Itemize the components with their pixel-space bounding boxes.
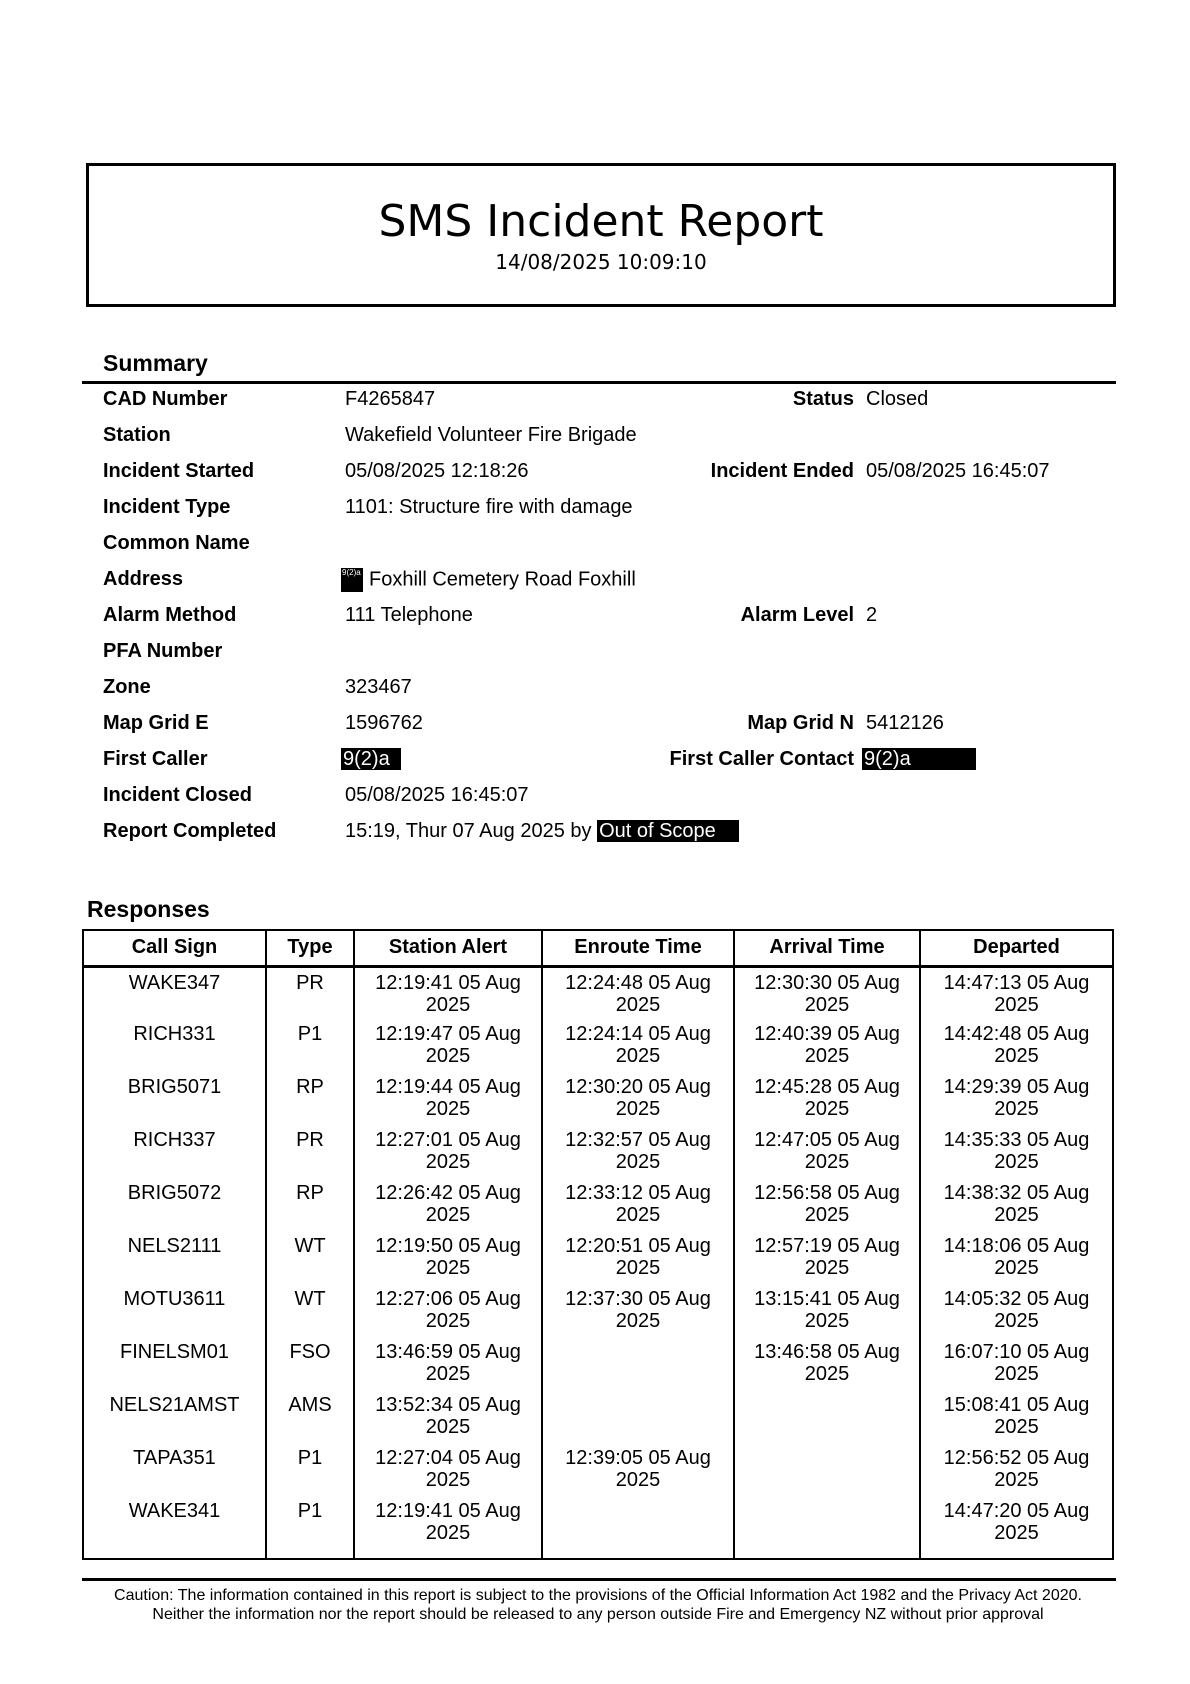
- table-row: [83, 1500, 1113, 1559]
- cell-call-sign: BRIG5071: [83, 1076, 266, 1129]
- cell-type: P1: [266, 1023, 354, 1076]
- table-row: [83, 966, 1113, 1023]
- first-caller-redaction: 9(2)a: [341, 748, 401, 770]
- cell-enroute: [542, 1500, 734, 1559]
- responses-table: [82, 929, 1114, 1560]
- status-label: Status: [792, 388, 854, 410]
- summary-row-common-name: [0, 532, 1190, 568]
- cell-type: P1: [266, 1447, 354, 1500]
- cell-enroute: [542, 1341, 734, 1394]
- alarm-level-value: 2: [866, 604, 878, 626]
- cell-type: RP: [266, 1182, 354, 1235]
- cell-call-sign: RICH331: [83, 1023, 266, 1076]
- cell-enroute: 12:33:12 05 Aug 2025: [542, 1182, 734, 1235]
- table-row: [83, 1288, 1113, 1341]
- summary-row-alarm: [0, 604, 1190, 640]
- table-header-row: [83, 930, 1113, 966]
- cell-arrival: [734, 1500, 920, 1559]
- incident-type-label: Incident Type: [103, 496, 231, 518]
- cell-station-alert: 12:19:41 05 Aug 2025: [354, 966, 542, 1023]
- cell-departed: 15:08:41 05 Aug 2025: [920, 1394, 1113, 1447]
- cell-departed: 14:38:32 05 Aug 2025: [920, 1182, 1113, 1235]
- alarm-method-label: Alarm Method: [103, 604, 237, 626]
- caution-footer: [82, 1586, 1114, 1624]
- cell-station-alert: 12:19:44 05 Aug 2025: [354, 1076, 542, 1129]
- cell-arrival: 12:57:19 05 Aug 2025: [734, 1235, 920, 1288]
- cell-station-alert: 13:52:34 05 Aug 2025: [354, 1394, 542, 1447]
- summary-row-report-completed: [0, 820, 1190, 856]
- cell-station-alert: 12:27:06 05 Aug 2025: [354, 1288, 542, 1341]
- cell-station-alert: 12:26:42 05 Aug 2025: [354, 1182, 542, 1235]
- report-completed-value-wrap: [345, 820, 739, 843]
- address-redaction: 9(2)a: [341, 568, 363, 592]
- cell-type: WT: [266, 1288, 354, 1341]
- cell-departed: 12:56:52 05 Aug 2025: [920, 1447, 1113, 1500]
- cell-arrival: 12:56:58 05 Aug 2025: [734, 1182, 920, 1235]
- cell-departed: 14:47:13 05 Aug 2025: [920, 966, 1113, 1023]
- cell-call-sign: NELS21AMST: [83, 1394, 266, 1447]
- alarm-level-label: Alarm Level: [740, 604, 854, 626]
- first-caller-contact-label: First Caller Contact: [669, 748, 854, 770]
- cell-type: P1: [266, 1500, 354, 1559]
- cell-enroute: 12:32:57 05 Aug 2025: [542, 1129, 734, 1182]
- station-label: Station: [103, 424, 171, 446]
- incident-closed-value: 05/08/2025 16:45:07: [345, 784, 529, 806]
- column-header-type: Type: [266, 930, 354, 966]
- summary-row-incident-type: [0, 496, 1190, 532]
- table-row: [83, 1129, 1113, 1182]
- cell-arrival: 12:47:05 05 Aug 2025: [734, 1129, 920, 1182]
- cell-enroute: [542, 1394, 734, 1447]
- table-row: [83, 1341, 1113, 1394]
- cell-arrival: 12:40:39 05 Aug 2025: [734, 1023, 920, 1076]
- summary-heading: Summary: [103, 350, 208, 376]
- address-value: Foxhill Cemetery Road Foxhill: [369, 568, 636, 591]
- caution-line-2: Neither the information nor the report should be released to any person outside Fire and Emergency NZ without prior approval: [152, 1606, 1044, 1623]
- station-value: Wakefield Volunteer Fire Brigade: [345, 424, 637, 446]
- report-completed-label: Report Completed: [103, 820, 277, 842]
- first-caller-label: First Caller: [103, 748, 208, 770]
- table-row: [83, 1394, 1113, 1447]
- cad-number-label: CAD Number: [103, 388, 228, 410]
- address-label: Address: [103, 568, 184, 590]
- zone-value: 323467: [345, 676, 412, 698]
- column-header-enroute-time: Enroute Time: [542, 930, 734, 966]
- pfa-number-label: PFA Number: [103, 640, 223, 662]
- cell-departed: 16:07:10 05 Aug 2025: [920, 1341, 1113, 1394]
- cell-call-sign: FINELSM01: [83, 1341, 266, 1394]
- column-header-call-sign: Call Sign: [83, 930, 266, 966]
- cell-arrival: 12:30:30 05 Aug 2025: [734, 966, 920, 1023]
- cell-call-sign: BRIG5072: [83, 1182, 266, 1235]
- report-title-box: [86, 163, 1116, 307]
- cell-departed: 14:05:32 05 Aug 2025: [920, 1288, 1113, 1341]
- cell-station-alert: 12:19:47 05 Aug 2025: [354, 1023, 542, 1076]
- cell-departed: 14:18:06 05 Aug 2025: [920, 1235, 1113, 1288]
- map-grid-e-value: 1596762: [345, 712, 423, 734]
- summary-row-pfa: [0, 640, 1190, 676]
- cell-type: FSO: [266, 1341, 354, 1394]
- map-grid-n-label: Map Grid N: [747, 712, 854, 734]
- table-row: [83, 1023, 1113, 1076]
- report-completed-redaction: Out of Scope: [597, 820, 739, 842]
- incident-started-value: 05/08/2025 12:18:26: [345, 460, 529, 482]
- summary-row-address: [0, 568, 1190, 604]
- cell-enroute: 12:20:51 05 Aug 2025: [542, 1235, 734, 1288]
- table-row: [83, 1235, 1113, 1288]
- cell-call-sign: TAPA351: [83, 1447, 266, 1500]
- cell-station-alert: 13:46:59 05 Aug 2025: [354, 1341, 542, 1394]
- cell-station-alert: 12:19:41 05 Aug 2025: [354, 1500, 542, 1559]
- cell-station-alert: 12:27:01 05 Aug 2025: [354, 1129, 542, 1182]
- table-row: [83, 1182, 1113, 1235]
- summary-row-incident-closed: [0, 784, 1190, 820]
- report-title: SMS Incident Report: [378, 196, 824, 247]
- incident-ended-label: Incident Ended: [710, 460, 854, 482]
- first-caller-contact-value-wrap: [862, 748, 976, 771]
- cell-call-sign: NELS2111: [83, 1235, 266, 1288]
- summary-row-zone: [0, 676, 1190, 712]
- caution-line-1: Caution: The information contained in this report is subject to the provisions of the Official Information Act 1982 and the Privacy Act 2020.: [114, 1587, 1082, 1604]
- summary-divider: [82, 381, 1116, 384]
- status-value: Closed: [866, 388, 929, 410]
- map-grid-n-value: 5412126: [866, 712, 944, 734]
- summary-row-map-grid: [0, 712, 1190, 748]
- incident-started-label: Incident Started: [103, 460, 255, 482]
- cell-enroute: 12:24:48 05 Aug 2025: [542, 966, 734, 1023]
- summary-row-incident-started: [0, 460, 1190, 496]
- cell-arrival: [734, 1447, 920, 1500]
- address-value-wrap: [341, 568, 636, 592]
- first-caller-contact-redaction: 9(2)a: [862, 748, 976, 770]
- cad-number-value: F4265847: [345, 388, 436, 410]
- first-caller-value-wrap: [341, 748, 401, 771]
- cell-enroute: 12:37:30 05 Aug 2025: [542, 1288, 734, 1341]
- footer-divider: [82, 1578, 1116, 1581]
- summary-row-cad: [0, 388, 1190, 424]
- report-generated-date: 14/08/2025 10:09:10: [495, 250, 707, 275]
- cell-call-sign: WAKE347: [83, 966, 266, 1023]
- cell-call-sign: MOTU3611: [83, 1288, 266, 1341]
- incident-type-value: 1101: Structure fire with damage: [345, 496, 633, 518]
- cell-enroute: 12:30:20 05 Aug 2025: [542, 1076, 734, 1129]
- cell-arrival: 13:46:58 05 Aug 2025: [734, 1341, 920, 1394]
- column-header-departed: Departed: [920, 930, 1113, 966]
- cell-call-sign: RICH337: [83, 1129, 266, 1182]
- cell-type: WT: [266, 1235, 354, 1288]
- incident-ended-value: 05/08/2025 16:45:07: [866, 460, 1050, 482]
- cell-type: AMS: [266, 1394, 354, 1447]
- cell-type: RP: [266, 1076, 354, 1129]
- cell-station-alert: 12:27:04 05 Aug 2025: [354, 1447, 542, 1500]
- table-row: [83, 1076, 1113, 1129]
- cell-enroute: 12:39:05 05 Aug 2025: [542, 1447, 734, 1500]
- cell-arrival: 12:45:28 05 Aug 2025: [734, 1076, 920, 1129]
- column-header-arrival-time: Arrival Time: [734, 930, 920, 966]
- summary-row-station: [0, 424, 1190, 460]
- cell-departed: 14:29:39 05 Aug 2025: [920, 1076, 1113, 1129]
- cell-station-alert: 12:19:50 05 Aug 2025: [354, 1235, 542, 1288]
- cell-arrival: [734, 1394, 920, 1447]
- alarm-method-value: 111 Telephone: [345, 604, 473, 626]
- common-name-label: Common Name: [103, 532, 250, 554]
- cell-departed: 14:42:48 05 Aug 2025: [920, 1023, 1113, 1076]
- cell-departed: 14:35:33 05 Aug 2025: [920, 1129, 1113, 1182]
- summary-row-first-caller: [0, 748, 1190, 784]
- cell-arrival: 13:15:41 05 Aug 2025: [734, 1288, 920, 1341]
- cell-call-sign: WAKE341: [83, 1500, 266, 1559]
- responses-heading: Responses: [87, 896, 210, 922]
- report-completed-value: 15:19, Thur 07 Aug 2025 by: [345, 820, 592, 842]
- map-grid-e-label: Map Grid E: [103, 712, 209, 734]
- cell-type: PR: [266, 1129, 354, 1182]
- cell-enroute: 12:24:14 05 Aug 2025: [542, 1023, 734, 1076]
- zone-label: Zone: [103, 676, 151, 698]
- cell-departed: 14:47:20 05 Aug 2025: [920, 1500, 1113, 1559]
- incident-closed-label: Incident Closed: [103, 784, 252, 806]
- column-header-station-alert: Station Alert: [354, 930, 542, 966]
- cell-type: PR: [266, 966, 354, 1023]
- table-row: [83, 1447, 1113, 1500]
